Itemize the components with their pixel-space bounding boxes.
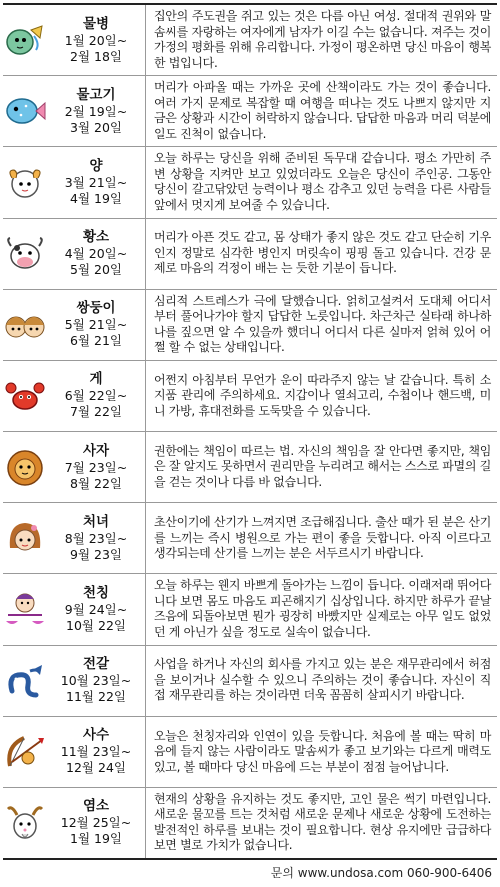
date-to: 12월 24일	[66, 760, 126, 776]
sign-name: 쌍둥이	[76, 300, 116, 317]
cancer-icon	[4, 376, 46, 416]
sign-row	[3, 788, 497, 858]
date-from: 5월 21일~	[64, 317, 128, 333]
date-from: 12월 25일~	[60, 815, 132, 831]
fortune-text-content: 어쩐지 아침부터 무언가 운이 따라주지 않는 날 같습니다. 특히 소지품 관리에 주의하세요. 지갑이나 열쇠고리, 수첩이나 핸드백, 미니 가방, 휴대전화를 도둑맞을 수 있습니다.	[154, 372, 491, 418]
date-from: 10월 23일~	[60, 673, 132, 689]
date-to: 8월 22일	[70, 475, 122, 491]
fortune-text-content: 머리가 아픈 것도 같고, 몸 상태가 좋지 않은 것도 같고 단순히 기우인지 정말로 심각한 병인지 머릿속이 핑핑 돌고 있습니다. 건강 문제로 마음의 걱정이 배는 는 듯한 기분이 듭니다.	[154, 230, 491, 276]
fortune-text-content: 현재의 상황을 유지하는 것도 좋지만, 고인 물은 썩기 마련입니다. 새로운 물꼬를 트는 것처럼 새로운 문제나 새로운 상황에 도전하는 발전적인 하루를 보내는 것이 필요합니다. 현상 유지에만 급급하다 보면 별로 가치가 없습니다.	[154, 791, 491, 853]
date-to: 3월 20일	[70, 119, 122, 135]
sign-name: 염소	[82, 798, 110, 815]
date-from: 4월 20일~	[64, 246, 128, 262]
sign-row	[3, 5, 497, 76]
fortune-text	[145, 290, 497, 360]
fortune-text-content: 심리적 스트레스가 극에 달했습니다. 얽히고설켜서 도대체 어디서부터 풀어나가야 할지 답답한 노릇입니다. 차근차근 실타래 하나하나를 짚으면 알 수 있을까 했더니 어디서 다른 실마저 얽혀 있어 어쩔 할 수 없는 상태입니다.	[154, 293, 491, 355]
sign-info	[47, 503, 145, 573]
aquarius-icon	[4, 20, 46, 60]
fortune-text-content: 오늘 하루는 당신을 위해 준비된 독무대 같습니다. 평소 가만히 주변 상황을 지켜만 보고 있었더라도 오늘은 당신이 주인공. 그동안 당신이 갈고닦았던 능력이나 평소 감추고 있던 능력을 다른 사람들 앞에서 멋지게 보여줄 수 있습니다.	[154, 151, 491, 212]
scorpio-icon	[4, 661, 46, 701]
sign-info	[47, 5, 145, 75]
sign-row	[3, 432, 497, 503]
sign-info	[47, 361, 145, 431]
sign-icon-cell	[3, 290, 47, 360]
fortune-text-content: 사업을 하거나 자신의 회사를 가지고 있는 분은 재무관리에서 허점을 보이거나 실수할 수 있으니 주의하는 것이 좋습니다. 자신이 직접 재무관리를 하는 것이라면 더욱 꼼꼼히 살피시기 바랍니다.	[154, 657, 491, 703]
sign-icon-cell	[3, 503, 47, 573]
date-to: 6월 21일	[70, 333, 122, 349]
date-to: 10월 22일	[66, 617, 126, 633]
fortune-text	[145, 147, 497, 217]
fortune-text	[145, 717, 497, 787]
horoscope-table	[3, 3, 497, 860]
gemini-icon	[4, 305, 46, 345]
sign-info	[47, 717, 145, 787]
date-from: 1월 20일~	[64, 32, 128, 48]
sign-row	[3, 503, 497, 574]
date-to: 2월 18일	[70, 48, 122, 64]
sign-name: 황소	[82, 229, 110, 246]
sagittarius-icon	[4, 732, 46, 772]
sign-row	[3, 361, 497, 432]
pisces-icon	[4, 91, 46, 131]
aries-icon	[4, 162, 46, 202]
sign-info	[47, 788, 145, 858]
sign-row	[3, 646, 497, 717]
sign-name: 처녀	[82, 513, 110, 530]
date-from: 11월 23일~	[60, 744, 132, 760]
sign-icon-cell	[3, 5, 47, 75]
date-from: 6월 22일~	[64, 388, 128, 404]
sign-icon-cell	[3, 76, 47, 146]
sign-info	[47, 432, 145, 502]
date-to: 5월 20일	[70, 262, 122, 278]
sign-row	[3, 147, 497, 218]
sign-name: 물고기	[76, 86, 116, 103]
date-to: 11월 22일	[66, 689, 126, 705]
fortune-text-content: 초산이기에 산기가 느껴지면 조급해집니다. 출산 때가 된 분은 산기를 느끼는 즉시 병원으로 가는 편이 좋을 듯합니다. 아직 이르다고 생각되는데 산기를 느끼는 분은 서두르시기 바랍니다.	[154, 515, 491, 561]
date-from: 3월 21일~	[64, 174, 128, 190]
sign-info	[47, 219, 145, 289]
sign-icon-cell	[3, 432, 47, 502]
sign-name: 전갈	[82, 656, 110, 673]
sign-icon-cell	[3, 219, 47, 289]
leo-icon	[4, 447, 46, 487]
date-from: 8월 23일~	[64, 530, 128, 546]
sign-name: 게	[89, 371, 103, 388]
fortune-text-content: 집안의 주도권을 쥐고 있는 것은 다름 아닌 여성. 절대적 권위와 말솜씨를 자랑하는 여자에게 남자가 이길 수는 없습니다. 져주는 것이 가정의 평화를 위해 유리합니다. 가정이 평온하면 당신 마음이 행복한 법입니다.	[154, 9, 491, 70]
fortune-text	[145, 503, 497, 573]
fortune-text	[145, 361, 497, 431]
fortune-text	[145, 5, 497, 75]
fortune-text	[145, 219, 497, 289]
sign-info	[47, 290, 145, 360]
fortune-text-content: 오늘 하루는 웬지 바쁘게 돌아가는 느낌이 듭니다. 이래저래 뛰어다니다 보면 몸도 마음도 피곤해지기 십상입니다. 하지만 하루가 끝날 즈음에 되돌아보면 뭔가 굉장히 바빴지만 실제로는 아무 일도 없었던 게 아닌가 싶을 정도로 실속이 없습니다.	[154, 578, 491, 639]
sign-row	[3, 219, 497, 290]
sign-name: 양	[89, 157, 103, 174]
virgo-icon	[4, 518, 46, 558]
fortune-text	[145, 646, 497, 716]
sign-icon-cell	[3, 717, 47, 787]
fortune-text-content: 권한에는 책임이 따르는 법. 자신의 책임을 잘 안다면 좋지만, 책임은 잘 알지도 못하면서 권리만을 누리려고 해서는 스스로 파멸의 길을 걷는 것이나 다름 바 없습니다.	[154, 443, 491, 489]
fortune-text	[145, 788, 497, 858]
date-to: 1월 19일	[70, 831, 122, 847]
sign-info	[47, 646, 145, 716]
sign-info	[47, 147, 145, 217]
sign-icon-cell	[3, 646, 47, 716]
date-from: 9월 24일~	[64, 601, 128, 617]
sign-icon-cell	[3, 788, 47, 858]
contact-footer: 문의 www.undosa.com 060-900-6406	[270, 866, 492, 880]
fortune-text	[145, 432, 497, 502]
sign-name: 천칭	[82, 584, 110, 601]
sign-icon-cell	[3, 147, 47, 217]
sign-row	[3, 290, 497, 361]
sign-icon-cell	[3, 574, 47, 644]
sign-row	[3, 76, 497, 147]
date-to: 9월 23일	[70, 546, 122, 562]
date-to: 4월 19일	[70, 190, 122, 206]
sign-row	[3, 574, 497, 645]
date-from: 2월 19일~	[64, 103, 128, 119]
fortune-text-content: 머리가 아파올 때는 가까운 곳에 산책이라도 가는 것이 좋습니다. 여러 가지 문제로 복잡할 때 여행을 떠나는 것도 나쁘지 않지만 지금은 상황과 시간이 허락하지 않습니다. 답답한 마음과 머리 덕분에 일도 진척이 없습니다.	[154, 80, 491, 141]
fortune-text-content: 오늘은 천칭자리와 인연이 있을 듯합니다. 처음에 볼 때는 딱히 마음에 들지 않는 사람이라도 말솜씨가 좋고 보기와는 다르게 매력도 있고, 볼 때마다 당신 마음에 드는 부분이 점점 늘어납니다.	[154, 728, 491, 774]
capricorn-icon	[4, 803, 46, 843]
sign-row	[3, 717, 497, 788]
sign-info	[47, 76, 145, 146]
taurus-icon	[4, 234, 46, 274]
sign-name: 물병	[82, 15, 110, 32]
libra-icon	[4, 589, 46, 629]
date-from: 7월 23일~	[64, 459, 128, 475]
sign-info	[47, 574, 145, 644]
sign-name: 사자	[82, 442, 110, 459]
fortune-text	[145, 76, 497, 146]
sign-icon-cell	[3, 361, 47, 431]
fortune-text	[145, 574, 497, 644]
sign-name: 사수	[82, 727, 110, 744]
date-to: 7월 22일	[70, 404, 122, 420]
